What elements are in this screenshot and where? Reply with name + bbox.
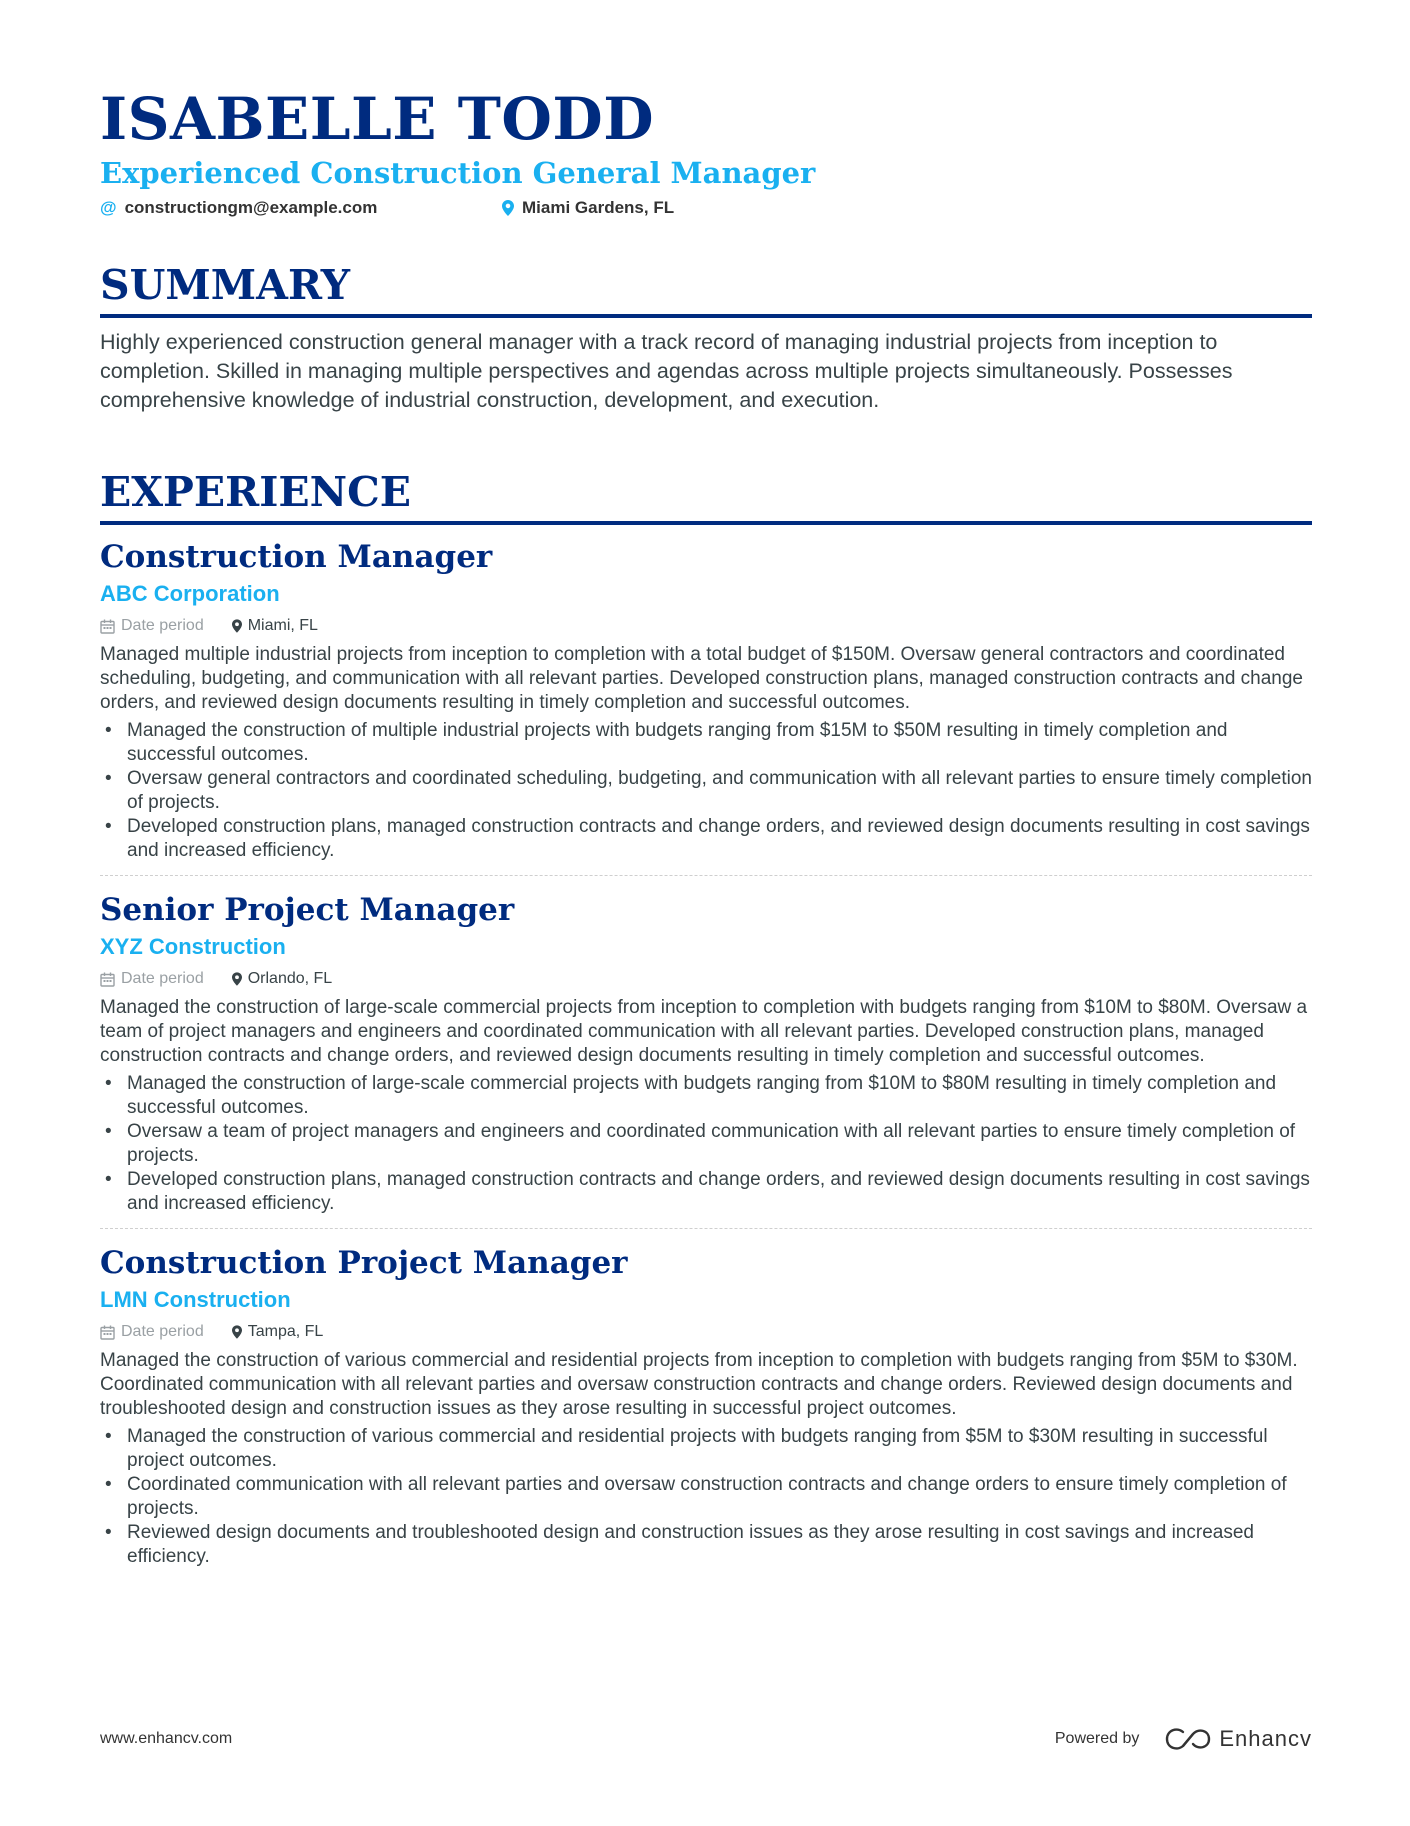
bullet-item: • Reviewed design documents and troubleshooted design and construction issues as they arose resulting in cost savings and increased efficiency. [105, 1522, 1254, 1567]
email-text: constructiongm@example.com [124, 198, 378, 217]
bullet-item: • Managed the construction of large-scale commercial projects with budgets ranging from $10M to $80M resulting in timely completion and successful outcomes. [105, 1073, 1277, 1118]
bullet-item: • Managed the construction of multiple industrial projects with budgets ranging from $15M to $50M resulting in timely completion and successful outcomes. [105, 720, 1228, 765]
bullet-item: • Oversaw general contractors and coordinated scheduling, budgeting, and communication with all relevant parties to ensure timely completion of projects. [105, 768, 1312, 813]
experience-section [100, 467, 1312, 1581]
experience-heading: EXPERIENCE [100, 467, 1312, 525]
job-date [100, 966, 204, 992]
summary-text: Highly experienced construction general manager with a track record of managing industrial projects from inception to completion. Skilled in managing multiple perspectives and agendas across multiple projects simultaneously. Possesses comprehensive knowledge of industrial construction, development, and execution. [100, 330, 1233, 412]
job-description: Managed the construction of large-scale commercial projects from inception to completion with budgets ranging from $10M to $80M. Oversaw a team of project managers and engineers and coordinated communication with all relevant parties. Developed construction plans, managed construction contracts and change orders, and reviewed design documents resulting in timely completion and successful outcomes. [100, 997, 1308, 1066]
enhancv-logo-icon [1165, 1728, 1211, 1750]
bullet-item: • Developed construction plans, managed construction contracts and change orders, and reviewed design documents resulting in cost savings and increased efficiency. [105, 816, 1310, 861]
bullet-item: • Developed construction plans, managed construction contracts and change orders, and reviewed design documents resulting in cost savings and increased efficiency. [105, 1169, 1310, 1214]
location-text: Orlando, FL [247, 970, 333, 987]
date-text: Date period [121, 617, 204, 634]
date-text: Date period [121, 970, 204, 987]
resume-page [100, 86, 1312, 1581]
bullet-item: • Coordinated communication with all relevant parties and oversaw construction contracts and change orders to ensure timely completion of projects. [105, 1474, 1287, 1519]
job-meta [100, 966, 1312, 992]
job-bullets [100, 1425, 1312, 1569]
location-text: Miami Gardens, FL [522, 198, 675, 217]
job-location [232, 966, 332, 992]
job-entry [100, 1243, 1312, 1581]
job-meta [100, 1319, 1312, 1345]
location-text: Miami, FL [247, 617, 318, 634]
page-footer [100, 1722, 1312, 1756]
map-pin-icon [232, 972, 242, 986]
bullet-text: Reviewed design documents and troubleshooted design and construction issues as they arose resulting in cost savings and increased efficiency. [127, 1522, 1254, 1567]
brand-name: Enhancv [1219, 1726, 1312, 1751]
job-date [100, 613, 204, 639]
at-icon: @ [100, 198, 117, 217]
job-description: Managed multiple industrial projects from inception to completion with a total budget of $150M. Oversaw general contractors and coordinated scheduling, budgeting, and communication with all relevant parties. Developed construction plans, managed construction contracts and change orders, and reviewed design documents resulting in timely completion and successful outcomes. [100, 644, 1304, 713]
job-location [232, 1319, 324, 1345]
date-text: Date period [121, 1323, 204, 1340]
footer-branding [1055, 1726, 1312, 1752]
bullet-text: Oversaw a team of project managers and engineers and coordinated communication with all relevant parties to ensure timely completion of projects. [127, 1121, 1296, 1166]
location-text: Tampa, FL [247, 1323, 324, 1340]
contact-location [502, 198, 674, 218]
bullet-text: Oversaw general contractors and coordinated scheduling, budgeting, and communication with all relevant parties to ensure timely completion of projects. [127, 768, 1312, 813]
job-title: Construction Project Manager [100, 1245, 628, 1281]
bullet-text: Managed the construction of various commercial and residential projects with budgets ranging from $5M to $30M resulting in successful project outcomes. [127, 1426, 1268, 1471]
summary-section [100, 260, 1312, 415]
company-name: LMN Construction [100, 1287, 291, 1312]
footer-link[interactable]: www.enhancv.com [100, 1730, 233, 1747]
bullet-item: • Managed the construction of various commercial and residential projects with budgets ranging from $5M to $30M resulting in successful project outcomes. [105, 1426, 1268, 1471]
job-description: Managed the construction of various commercial and residential projects from inception to completion with budgets ranging from $5M to $30M. Coordinated communication with all relevant parties and oversaw construction contracts and change orders. Reviewed design documents and troubleshooted design and construction issues as they arose resulting in successful project outcomes. [100, 1350, 1298, 1419]
candidate-name: ISABELLE TODD [100, 85, 654, 153]
calendar-icon [100, 1325, 115, 1340]
company-name: XYZ Construction [100, 934, 286, 959]
job-date [100, 1319, 204, 1345]
bullet-text: Developed construction plans, managed construction contracts and change orders, and reviewed design documents resulting in cost savings and increased efficiency. [127, 1169, 1310, 1214]
calendar-icon [100, 619, 115, 634]
bullet-text: Developed construction plans, managed construction contracts and change orders, and reviewed design documents resulting in cost savings and increased efficiency. [127, 816, 1310, 861]
enhancv-logo[interactable] [1165, 1726, 1312, 1752]
map-pin-icon [232, 619, 242, 633]
job-title: Construction Manager [100, 539, 493, 575]
calendar-icon [100, 972, 115, 987]
job-location [232, 613, 318, 639]
job-bullets [100, 719, 1312, 863]
job-entry [100, 890, 1312, 1229]
contact-email[interactable] [100, 198, 502, 218]
bullet-item: • Oversaw a team of project managers and engineers and coordinated communication with all relevant parties to ensure timely completion of projects. [105, 1121, 1296, 1166]
bullet-text: Managed the construction of large-scale commercial projects with budgets ranging from $10M to $80M resulting in timely completion and successful outcomes. [127, 1073, 1277, 1118]
candidate-headline: Experienced Construction General Manager [100, 156, 816, 190]
map-pin-icon [232, 1325, 242, 1339]
summary-heading: SUMMARY [100, 260, 1312, 318]
powered-by-text: Powered by [1054, 1730, 1140, 1747]
map-pin-icon [502, 200, 514, 216]
resume-header [100, 86, 1312, 222]
job-meta [100, 613, 1312, 639]
job-title: Senior Project Manager [100, 892, 515, 928]
company-name: ABC Corporation [100, 581, 280, 606]
job-entry [100, 537, 1312, 876]
bullet-text: Coordinated communication with all relevant parties and oversaw construction contracts and change orders to ensure timely completion of projects. [127, 1474, 1287, 1519]
contact-row [100, 194, 1312, 222]
bullet-text: Managed the construction of multiple industrial projects with budgets ranging from $15M to $50M resulting in timely completion and successful outcomes. [127, 720, 1228, 765]
job-bullets [100, 1072, 1312, 1216]
